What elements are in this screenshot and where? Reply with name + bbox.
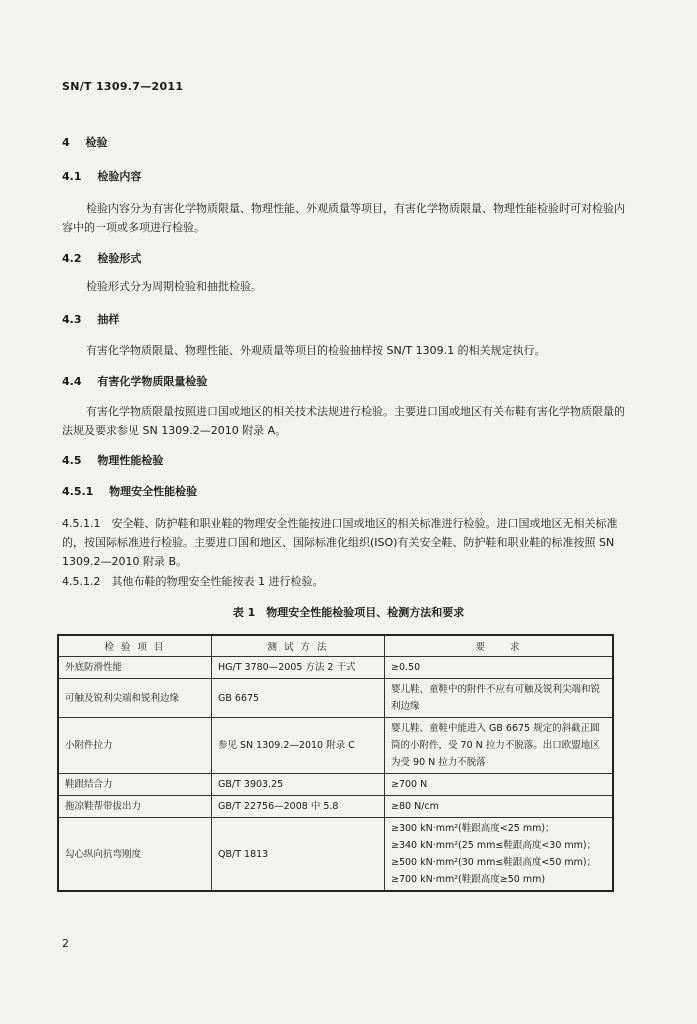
header-method: 测 试 方 法 [212,635,385,657]
section-4-1-heading [62,168,141,184]
requirement-line: ≥340 kN·mm²(25 mm≤鞋跟高度<30 mm)； [391,840,597,851]
cell-requirement: ≥700 N [385,774,614,796]
section-number: 4.1 [62,170,82,183]
table-1-caption: 表 1 物理安全性能检验项目、检测方法和要求 [232,606,465,619]
page-number: 2 [62,937,69,950]
table-1 [57,634,614,892]
cell-item: 勾心纵向抗弯刚度 [58,818,212,892]
header-requirement: 要 求 [385,635,614,657]
table-row [58,796,613,818]
cell-item: 鞋跟结合力 [58,774,212,796]
cell-item: 可触及锐利尖端和锐利边缘 [58,679,212,718]
section-title: 物理安全性能检验 [109,485,198,498]
table-row [58,818,613,892]
cell-method: GB/T 22756—2008 中 5.8 [212,796,385,818]
section-4-5-1-2-text: 4.5.1.2 其他布鞋的物理安全性能按表 1 进行检验。 [62,575,324,588]
cell-method: GB/T 3903.25 [212,774,385,796]
cell-method: 参见 SN 1309.2—2010 附录 C [212,718,385,774]
table-row [58,657,613,679]
table-row [58,718,613,774]
cell-requirement: 婴儿鞋、童鞋中的附件不应有可触及锐利尖端和锐利边缘 [385,679,614,718]
section-4-2-text: 检验形式分为周期检验和抽批检验。 [86,280,262,293]
standard-code: SN/T 1309.7—2011 [62,80,184,93]
cell-method: GB 6675 [212,679,385,718]
section-number: 4.3 [62,313,82,326]
section-number: 4.5 [62,454,82,467]
requirement-line: ≥500 kN·mm²(30 mm≤鞋跟高度<50 mm)； [391,857,597,868]
section-4-5-heading [62,452,163,468]
cell-item: 小附件拉力 [58,718,212,774]
cell-item: 外底防滑性能 [58,657,212,679]
section-title: 检验 [85,136,108,149]
requirement-line: ≥300 kN·mm²(鞋跟高度<25 mm)； [391,823,555,834]
header-item: 检 验 项 目 [58,635,212,657]
requirement-line: ≥700 kN·mm²(鞋跟高度≥50 mm) [391,874,546,885]
cell-method: QB/T 1813 [212,818,385,892]
table-header-row [58,635,613,657]
cell-method: HG/T 3780—2005 方法 2 干式 [212,657,385,679]
section-number: 4.5.1 [62,485,94,498]
section-number: 4 [62,136,70,149]
table-row [58,679,613,718]
cell-requirement: 婴儿鞋、童鞋中能进入 GB 6675 规定的斜截正圆筒的小附件，受 70 N 拉力不脱落。出口欧盟地区为受 90 N 拉力不脱落 [385,718,614,774]
section-4-1-text: 检验内容分为有害化学物质限量、物理性能、外观质量等项目，有害化学物质限量、物理性能检验时可对检验内容中的一项或多项进行检验。 [62,202,625,234]
section-number: 4.4 [62,375,82,388]
section-title: 物理性能检验 [97,454,164,467]
cell-requirement [385,818,614,892]
section-title: 有害化学物质限量检验 [97,375,208,388]
section-number: 4.2 [62,252,82,265]
section-4-4-heading [62,373,207,389]
section-title: 检验形式 [97,252,142,265]
section-4-heading [62,134,108,150]
section-4-3-heading [62,311,119,327]
section-4-2-heading [62,250,141,266]
table-row [58,774,613,796]
cell-requirement: ≥0.50 [385,657,614,679]
section-title: 检验内容 [97,170,142,183]
cell-requirement: ≥80 N/cm [385,796,614,818]
section-4-4-text: 有害化学物质限量按照进口国或地区的相关技术法规进行检验。主要进口国或地区有关布鞋有害化学物质限量的法规及要求参见 SN 1309.2—2010 附录 A。 [62,405,625,437]
section-4-5-1-1-text: 4.5.1.1 安全鞋、防护鞋和职业鞋的物理安全性能按进口国或地区的相关标准进行检验。进口国或地区无相关标准的，按国际标准进行检验。主要进口国和地区、国际标准化组织(ISO)有关安全鞋、防护鞋和职业鞋的标准按照 SN 1309.2—2010 附录 B。 [62,517,618,568]
section-title: 抽样 [97,313,120,326]
section-4-3-text: 有害化学物质限量、物理性能、外观质量等项目的检验抽样按 SN/T 1309.1 的相关规定执行。 [86,344,546,357]
cell-item: 拖凉鞋帮带拔出力 [58,796,212,818]
section-4-5-1-heading [62,483,197,499]
